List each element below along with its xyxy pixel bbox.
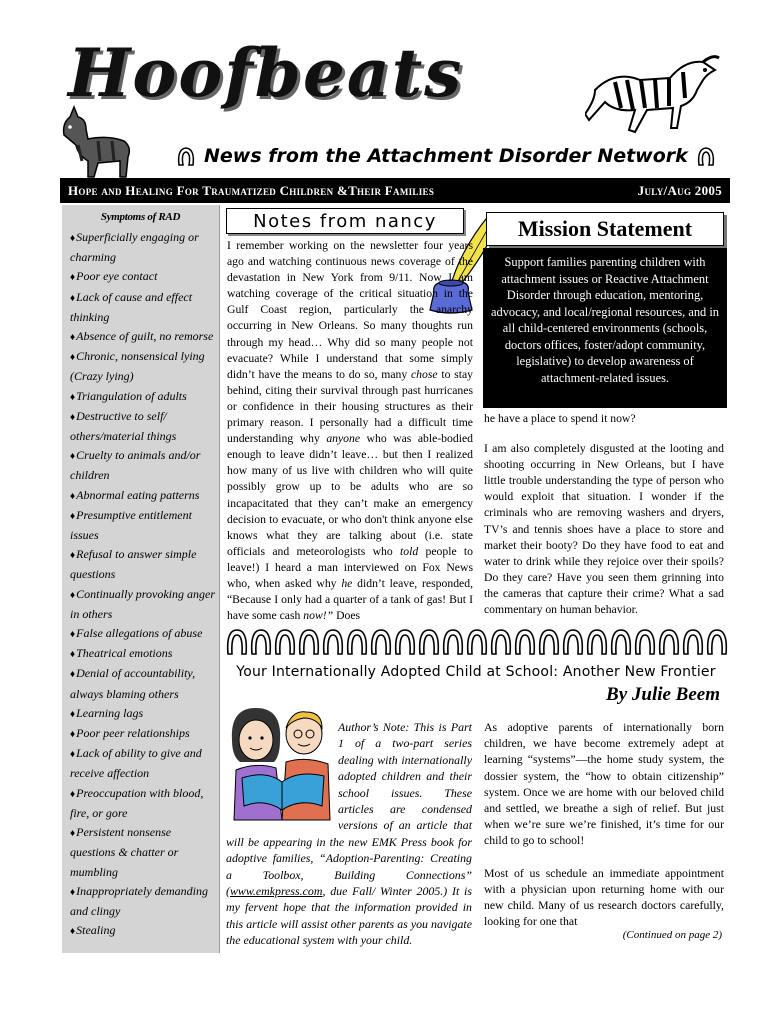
horseshoe-icon: [348, 630, 367, 654]
mission-statement: Support families parenting children with attachment issues or Reactive Attachment Disorder through education, mentoring, advocacy, and local/regional resources, and in all child-centered environments (schools, doctors offices, foster/adopt community, legislative) to develop awareness of attachment-related issues.: [483, 248, 727, 408]
horseshoe-icon: [228, 630, 247, 654]
donkey-illustration: [58, 105, 138, 180]
sidebar-heading: Symptoms of RAD: [100, 211, 181, 223]
list-item: ♦ Chronic, nonsensical lying (Crazy lying): [70, 347, 219, 386]
list-item: ♦ Lack of cause and effect thinking: [70, 288, 219, 327]
horseshoe-divider: [224, 626, 728, 658]
article-byline: By Julie Beem: [606, 684, 720, 705]
horseshoe-icon: [564, 630, 583, 654]
list-item: ♦ Presumptive entitlement issues: [70, 506, 219, 545]
emk-press-link[interactable]: www.emkpress.com: [229, 884, 323, 899]
list-item: ♦ Stealing: [70, 921, 219, 941]
horseshoe-icon: [636, 630, 655, 654]
horseshoe-icon: [660, 630, 679, 654]
paragraph: As adoptive parents of internationally born children, we have become extremely adept at learning “systems”—the home study system, the dossier system, the “how to obtain citizenship” system. Once we are home with our beloved child and settled, we breathe a sigh of relief. But just when we’re sure we’re finished, it’s time for our child to go to school!: [484, 720, 724, 848]
list-item: ♦ Continually provoking anger in others: [70, 585, 219, 624]
horseshoe-icon: [276, 630, 295, 654]
list-item: ♦ Preoccupation with blood, fire, or gore: [70, 784, 219, 823]
horseshoe-icon: [684, 630, 703, 654]
notes-continued-column: [484, 411, 724, 618]
list-item: ♦ Cruelty to animals and/or children: [70, 446, 219, 485]
symptoms-sidebar: [62, 205, 220, 953]
horseshoe-icon: [300, 630, 319, 654]
author-note: [226, 719, 472, 949]
horseshoe-icon: [540, 630, 559, 654]
list-item: ♦ Theatrical emotions: [70, 644, 219, 664]
horseshoe-icon: [444, 630, 463, 654]
header-banner: [60, 178, 730, 203]
list-item: ♦ Destructive to self/ others/material things: [70, 407, 219, 446]
horseshoe-icon: [324, 630, 343, 654]
list-item: ♦ Triangulation of adults: [70, 387, 219, 407]
notes-text: to stay behind, citing their survival through past hurricanes or confidence in their housing structures as their primary reason. I personally had a difficult time understanding why: [227, 367, 473, 446]
notes-text: who was able-bodied enough to leave didn’t leave… but then I realized how many of us live with children who will quite possibly grow up to be adults who are so incapacitated that they can’t make an emergency decision to evacuate, or who don't think anyone else knows what they are talking about (i.e. state officials and meteorologists who: [227, 432, 473, 558]
list-item: ♦ Learning lags: [70, 704, 219, 724]
notes-emphasis: now!”: [303, 609, 334, 623]
notes-heading: Notes from nancy: [226, 208, 464, 234]
horseshoe-icon: [696, 145, 716, 167]
zebra-horse-illustration: [585, 50, 725, 145]
paragraph: he have a place to spend it now?: [484, 412, 636, 425]
notes-emphasis: he: [341, 576, 353, 590]
paragraph: Most of us schedule an immediate appointment with a physician upon returning home with our new child. Many of us research doctors carefully, looking for one that: [484, 865, 724, 929]
list-item: ♦ Persistent nonsense questions & chatter or mumbling: [70, 823, 219, 882]
horseshoe-icon: [516, 630, 535, 654]
tagline-text: News from the Attachment Disorder Network: [204, 145, 688, 167]
notes-text: I remember working on the newsletter four years ago and watching continuous news coverage of the devastation in New York from 9/11. Now I am watching coverage of the critical situation in the Gulf Coast region, particularly the anarchy occurring in New Orleans. So many thoughts run through my head… Why did so many people not evacuate? While I understand that some simply didn’t have the means to do so, many: [227, 239, 473, 381]
list-item: ♦ Denial of accountability, always blaming others: [70, 664, 219, 703]
newsletter-title: Hoofbeats: [68, 34, 464, 112]
horseshoe-icon: [708, 630, 727, 654]
list-item: ♦ Inappropriately demanding and clingy: [70, 882, 219, 921]
horseshoe-icon: [588, 630, 607, 654]
author-note-text: , due Fall/ Winter 2005.) It is my fervent hope that the information provided in this article will assist other parents as you navigate the educational system with your child.: [226, 884, 472, 948]
banner-slogan: Hope and Healing For Traumatized Children &Their Families: [68, 182, 435, 198]
horseshoe-icon: [252, 630, 271, 654]
horseshoe-icon: [176, 145, 196, 167]
notes-article-body: [227, 238, 473, 624]
paragraph: I am also completely disgusted at the looting and shooting occurring in New Orleans, but I have little trouble understanding the type of person who would exploit that situation. I wonder if the criminals who are removing washers and dryers, TV’s and tennis shoes have a place to store and market their booty? Do they have food to eat and water to drink while they rejoice over their spoils? Do they care? Have you seen them grinning into the cameras that capture their crime? What a sad commentary on human behavior.: [484, 442, 724, 617]
list-item: ♦ Lack of ability to give and receive affection: [70, 744, 219, 783]
horseshoe-icon: [372, 630, 391, 654]
illustration-space: [226, 719, 338, 819]
article-right-column: [484, 719, 724, 929]
mission-heading: Mission Statement: [486, 212, 724, 246]
horseshoe-icon: [420, 630, 439, 654]
symptoms-list: [62, 228, 219, 941]
notes-text: didn’t leave, responded, “Because I only had a quarter of a tank of gas! But I have some cash: [227, 576, 473, 623]
horseshoe-icon: [612, 630, 631, 654]
notes-emphasis: told: [400, 544, 419, 558]
list-item: ♦ False allegations of abuse: [70, 624, 219, 644]
list-item: ♦ Superficially engaging or charming: [70, 228, 219, 267]
notes-emphasis: anyone: [326, 432, 361, 446]
tagline: [176, 145, 716, 167]
list-item: ♦ Abnormal eating patterns: [70, 486, 219, 506]
horseshoe-icon: [468, 630, 487, 654]
horseshoe-icon: [396, 630, 415, 654]
masthead: [0, 0, 770, 182]
notes-emphasis: chose: [410, 367, 438, 381]
issue-date: July/Aug 2005: [637, 182, 722, 198]
continued-note: (Continued on page 2): [622, 929, 722, 941]
list-item: ♦ Refusal to answer simple questions: [70, 545, 219, 584]
author-note-text: Author’s Note: This is Part 1 of a two-part series dealing with internationally adopted children and their school issues. These articles are condensed versions of an article that will be appearing in the new EMK Press book for adoptive families, “Adoption-Parenting: Creating a Toolbox, Building Connections” (: [226, 720, 472, 899]
notes-text: Does: [333, 609, 361, 623]
horseshoe-icon: [492, 630, 511, 654]
article-title: Your Internationally Adopted Child at School: Another New Frontier: [236, 664, 716, 680]
list-item: ♦ Poor peer relationships: [70, 724, 219, 744]
notes-text: people to leave!) I heard a man interviewed on Fox News who, when asked why: [227, 544, 473, 590]
list-item: ♦ Absence of guilt, no remorse: [70, 327, 219, 347]
list-item: ♦ Poor eye contact: [70, 267, 219, 287]
